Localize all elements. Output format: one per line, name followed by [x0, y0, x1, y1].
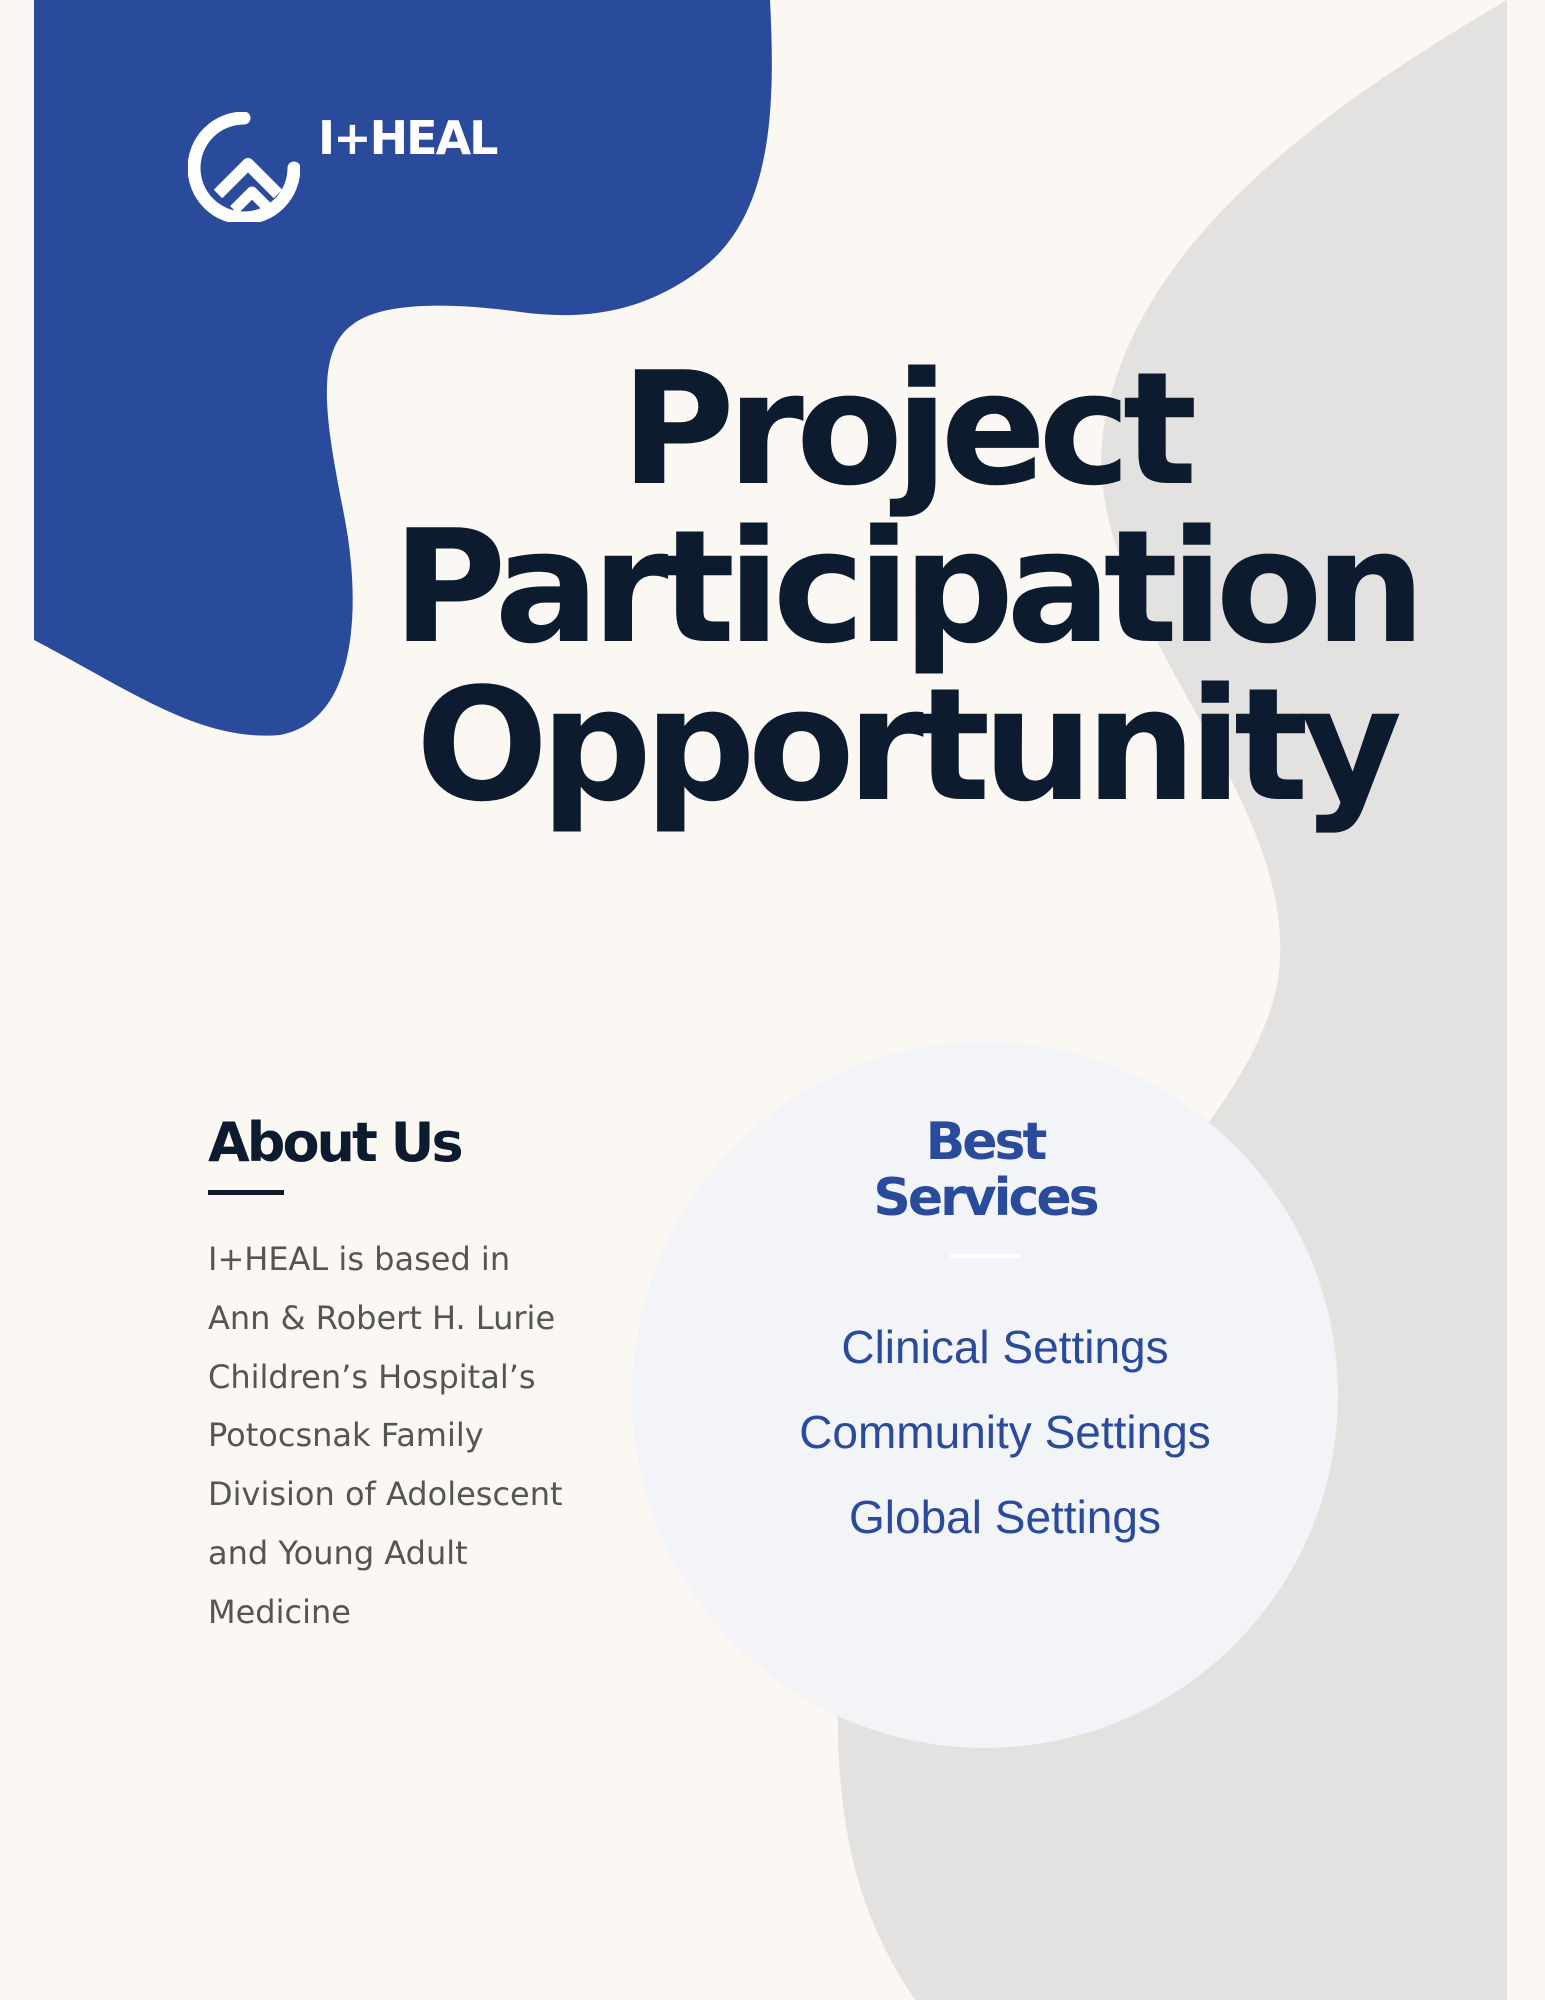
- about-line-text: Medicine: [208, 1592, 351, 1631]
- about-line-text: Division of Adolescent: [208, 1475, 563, 1514]
- about-line-text: I+HEAL is based in: [208, 1240, 511, 1278]
- service-item: Community Settings: [799, 1406, 1211, 1458]
- title-line: Project: [620, 338, 1190, 520]
- brand-name: I+HEAL: [318, 111, 497, 165]
- about-line-text: Potocsnak Family: [208, 1416, 484, 1455]
- service-item: Global Settings: [849, 1491, 1161, 1543]
- service-item: Clinical Settings: [841, 1321, 1169, 1373]
- services-list: [740, 1305, 1270, 1560]
- about-underline: [208, 1190, 284, 1195]
- title-line: Participation: [392, 496, 1418, 678]
- about-paragraph: [208, 1230, 598, 1642]
- services-underline: [950, 1254, 1020, 1258]
- about-heading: About Us: [208, 1111, 461, 1174]
- services-heading-line: Services: [873, 1168, 1097, 1228]
- services-heading-line: Best: [925, 1112, 1045, 1172]
- title-line: Opportunity: [415, 654, 1395, 836]
- about-line-text: and Young Adult: [208, 1533, 468, 1572]
- about-line-text: Ann & Robert H. Lurie: [208, 1298, 556, 1337]
- about-line-text: Children’s Hospital’s: [208, 1357, 536, 1396]
- services-heading: [785, 1114, 1185, 1226]
- page-title: [360, 338, 1450, 836]
- iheal-logo-icon: [188, 112, 300, 222]
